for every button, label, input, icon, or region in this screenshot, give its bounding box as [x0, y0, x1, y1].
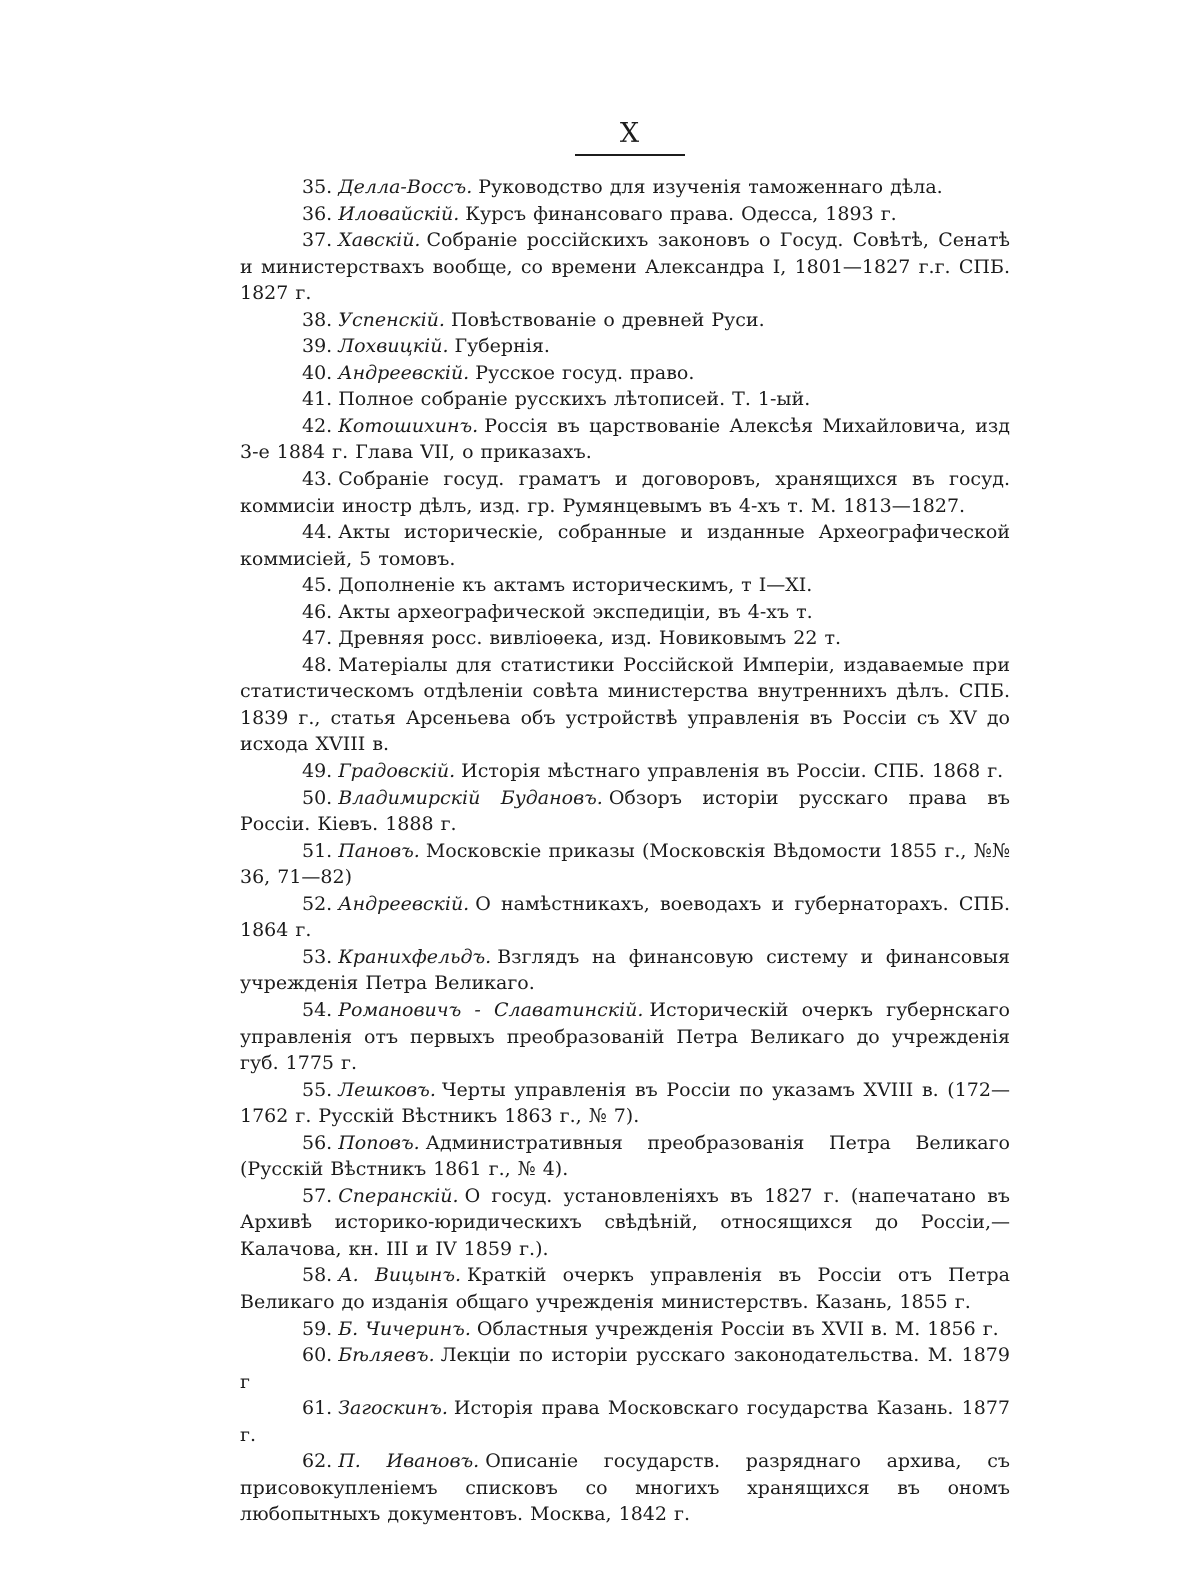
entry-number: 49. [302, 760, 333, 783]
entry-author: Успенскій. [338, 308, 445, 331]
entry-author: Бѣляевъ. [338, 1344, 435, 1367]
entry-text: Повѣствованіе о древней Руси. [450, 308, 765, 331]
entry-number: 57. [302, 1184, 333, 1207]
entry-author: Лешковъ. [338, 1078, 436, 1101]
entry-author: Андреевскій. [338, 361, 470, 384]
entry-text: Россія въ царствованіе Алексѣя Михайловича, изд 3-е 1884 г. Глава VII, о приказахъ. [240, 414, 1010, 464]
bibliography-entry [240, 944, 1010, 997]
bibliography-entry [240, 1316, 1010, 1343]
bibliography-entry [240, 360, 1010, 387]
entry-text: Исторія мѣстнаго управленія въ Россіи. СПБ. 1868 г. [461, 760, 1004, 783]
entry-number: 39. [302, 335, 333, 358]
entry-text: Черты управленія въ Россіи по указамъ XVIII в. (172—1762 г. Русскій Вѣстникъ 1863 г., № 7). [240, 1078, 1010, 1128]
entry-text: Историческій очеркъ губернскаго управленія отъ первыхъ преобразованій Петра Великаго до учрежденія губ. 1775 г. [240, 998, 1010, 1075]
entry-text: Собраніе госуд. граматъ и договоровъ, хранящихся въ госуд. коммисіи иностр дѣлъ, изд. гр. Румянцевымъ въ 4-хъ т. М. 1813—1827. [240, 468, 1010, 517]
entry-text: Описаніе государств. разряднаго архива, съ присовокупленіемъ списковъ со многихъ хранящихся въ ономъ любопытныхъ документовъ. Москва, 1842 г. [240, 1450, 1010, 1526]
entry-text: Лекціи по исторіи русскаго законодательства. М. 1879 г [240, 1344, 1010, 1393]
entry-text: Исторія права Московскаго государства Казань. 1877 г. [240, 1397, 1010, 1446]
entry-author: Делла-Воссъ. [338, 176, 473, 198]
entry-author: Сперанскій. [338, 1184, 459, 1207]
bibliography-entry [240, 201, 1010, 228]
bibliography-entry [240, 838, 1010, 891]
bibliography-entry [240, 333, 1010, 360]
entry-text: Руководство для изученія таможеннаго дѣла. [478, 176, 943, 198]
entry-text: Краткій очеркъ управленія въ Россіи отъ Петра Великаго до изданія общаго учрежденія министерствъ. Казань, 1855 г. [240, 1264, 1010, 1313]
entry-number: 37. [302, 229, 333, 252]
entry-text: Областныя учрежденія Россіи въ XVII в. М. 1856 г. [476, 1317, 999, 1340]
entry-number: 53. [302, 945, 333, 968]
bibliography-entry [240, 1077, 1010, 1130]
entry-number: 43. [302, 468, 333, 491]
bibliography-entry [240, 413, 1010, 466]
entry-author: Андреевскій. [338, 892, 470, 915]
entry-author: Краниxфельдъ. [338, 945, 492, 968]
entry-text: Древняя росс. вивліоѳека, изд. Новиковымъ 22 т. [338, 627, 842, 650]
entry-number: 52. [302, 892, 333, 915]
bibliography-entry [240, 625, 1010, 652]
entry-text: О госуд. установленіяхъ въ 1827 г. (напечатано въ Архивѣ историко-юридическихъ свѣдѣній, относящихся до Россіи,—Калачова, кн. III и IV 1859 г.). [240, 1184, 1010, 1260]
entry-text: О намѣстникахъ, воеводахъ и губернаторахъ. СПБ. 1864 г. [240, 892, 1010, 942]
entry-author: Владимирскій Будановъ. [338, 786, 603, 809]
bibliography-entry [240, 174, 1010, 201]
bibliography-entry [240, 758, 1010, 785]
entry-author: Поповъ. [338, 1131, 420, 1154]
entry-number: 38. [302, 308, 333, 331]
bibliography-entry [240, 466, 1010, 519]
entry-author: Романовичъ - Славатинскій. [338, 998, 644, 1021]
entry-number: 42. [302, 414, 333, 437]
bibliography-entry [240, 785, 1010, 838]
bibliography-entry [240, 1130, 1010, 1183]
bibliography-entry [240, 652, 1010, 758]
entry-author: П. Ивановъ. [338, 1450, 480, 1473]
bibliography-entry [240, 307, 1010, 334]
bibliography-entry [240, 227, 1010, 307]
entry-author: Котошихинъ. [338, 414, 479, 437]
entry-number: 50. [302, 786, 333, 809]
bibliography-list [240, 174, 1010, 1528]
entry-text: Курсъ финансоваго права. Одесса, 1893 г. [465, 202, 897, 225]
entry-number: 55. [302, 1078, 333, 1101]
entry-author: А. Вицынъ. [338, 1264, 462, 1287]
entry-number: 59. [302, 1317, 333, 1340]
entry-number: 35. [302, 176, 333, 198]
entry-text: Русское госуд. право. [475, 361, 695, 384]
entry-text: Взглядъ на финансовую систему и финансовыя учрежденія Петра Великаго. [240, 945, 1010, 995]
page-number-rule [575, 154, 685, 156]
bibliography-entry [240, 891, 1010, 944]
entry-number: 61. [302, 1397, 333, 1420]
bibliography-entry [240, 1448, 1010, 1528]
entry-number: 36. [302, 202, 333, 225]
bibliography-entry [240, 572, 1010, 599]
page-number: X [619, 118, 641, 149]
entry-text: Акты историческіе, собранные и изданные Археографической коммисіей, 5 томовъ. [240, 521, 1010, 570]
bibliography-entry [240, 1342, 1010, 1395]
entry-number: 47. [302, 627, 333, 650]
entry-text: Дополненіе къ актамъ историческимъ, т I—XI. [338, 574, 813, 597]
entry-number: 51. [302, 839, 333, 862]
entry-text: Обзоръ исторіи русскаго права въ Россіи. Кіевъ. 1888 г. [240, 786, 1010, 836]
entry-author: Б. Чичеринъ. [338, 1317, 471, 1340]
bibliography-entry [240, 386, 1010, 413]
bibliography-entry [240, 1395, 1010, 1448]
entry-author: Пановъ. [338, 839, 420, 862]
entry-author: Хавскій. [338, 229, 421, 252]
entry-number: 58. [302, 1264, 333, 1287]
entry-author: Загоскинъ. [338, 1397, 448, 1420]
entry-text: Матеріалы для статистики Россійской Имперіи, издаваемые при статистическомъ отдѣленіи совѣта министерства внутреннихъ дѣлъ. СПБ. 1839 г., статья Арсеньева объ устройствѣ управленія въ Россіи съ XV до исхода XVIII в. [240, 653, 1010, 756]
entry-author: Иловайскій. [338, 202, 460, 225]
bibliography-entry [240, 1183, 1010, 1263]
entry-text: Собраніе россійскихъ законовъ о Госуд. Совѣтѣ, Сенатѣ и министерствахъ вообще, со времени Александра I, 1801—1827 г.г. СПБ. 1827 г. [240, 229, 1010, 305]
entry-number: 56. [302, 1131, 333, 1154]
bibliography-entry [240, 599, 1010, 626]
entry-number: 40. [302, 361, 333, 384]
entry-text: Полное собраніе русскихъ лѣтописей. Т. 1-ый. [338, 388, 811, 411]
entry-number: 48. [302, 653, 333, 676]
entry-text: Губернія. [454, 335, 550, 358]
entry-author: Лохвицкій. [338, 335, 449, 358]
entry-text: Акты археографической экспедиціи, въ 4-хъ т. [338, 600, 813, 623]
entry-number: 41. [302, 388, 333, 411]
entry-text: Московскіе приказы (Московскія Вѣдомости 1855 г., №№ 36, 71—82) [240, 839, 1010, 889]
entry-number: 44. [302, 521, 333, 544]
entry-text: Административныя преобразованія Петра Великаго (Русскій Вѣстникъ 1861 г., № 4). [240, 1131, 1010, 1181]
entry-number: 46. [302, 600, 333, 623]
entry-number: 60. [302, 1344, 333, 1367]
entry-author: Градовскій. [338, 760, 456, 783]
entry-number: 62. [302, 1450, 333, 1473]
bibliography-entry [240, 519, 1010, 572]
bibliography-entry [240, 1262, 1010, 1315]
bibliography-entry [240, 997, 1010, 1077]
entry-number: 45. [302, 574, 333, 597]
entry-number: 54. [302, 998, 333, 1021]
